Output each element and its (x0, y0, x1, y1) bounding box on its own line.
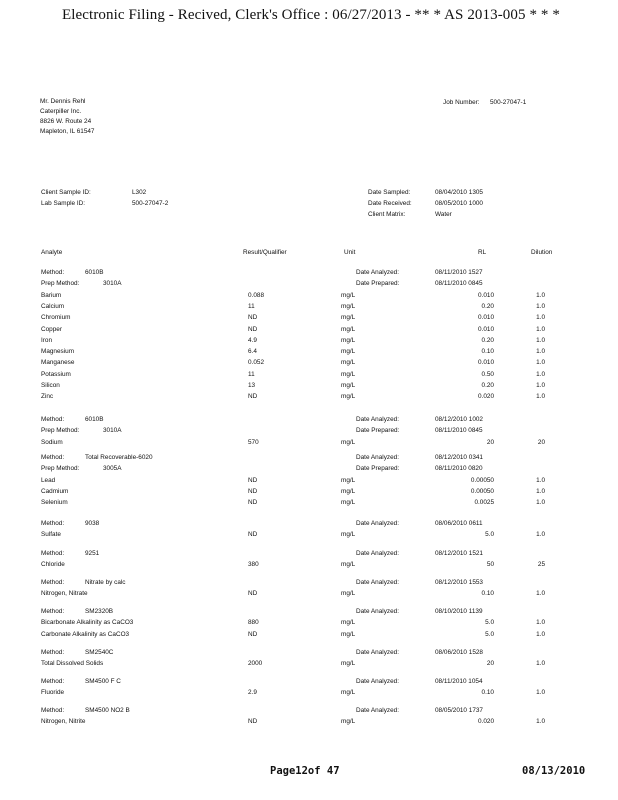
rl-value: 0.0025 (474, 499, 494, 507)
method-label: Method: (41, 707, 65, 714)
unit-value: mg/L (341, 382, 356, 389)
unit-value: mg/L (341, 660, 356, 668)
client-matrix-value: Water (435, 211, 452, 218)
unit-value: mg/L (341, 314, 356, 322)
rl-value: 0.50 (481, 370, 494, 378)
dilution-value: 1.0 (536, 393, 545, 401)
date-analyzed-label: Date Analyzed: (356, 454, 399, 461)
analyte-name: Selenium (41, 499, 68, 507)
date-received-label: Date Received: (368, 200, 412, 207)
address-line: Mapleton, IL 61547 (40, 128, 95, 135)
rl-value: 0.010 (478, 359, 494, 367)
rl-value: 5.0 (485, 531, 494, 539)
client-address (40, 97, 94, 137)
dilution-value: 1.0 (536, 314, 545, 322)
date-analyzed-value: 08/06/2010 1528 (435, 649, 483, 656)
unit-value: mg/L (341, 393, 356, 401)
date-analyzed-value: 08/06/2010 0611 (435, 520, 483, 527)
method-label: Method: (41, 608, 65, 615)
dilution-value: 1.0 (536, 689, 545, 697)
method-label: Method: (41, 520, 65, 527)
rl-value: 0.00050 (470, 487, 494, 495)
analyte-name: Total Dissolved Solids (41, 660, 104, 668)
report-date: 08/13/2010 (522, 765, 586, 777)
client-matrix-label: Client Matrix: (368, 211, 406, 218)
column-header-unit: Unit (344, 249, 356, 256)
date-prepared-value: 08/11/2010 0820 (435, 465, 483, 473)
rl-value: 0.010 (478, 314, 494, 322)
client-sample-id-label: Client Sample ID: (41, 189, 91, 196)
date-analyzed-label: Date Analyzed: (356, 520, 399, 527)
dilution-value: 1.0 (536, 370, 545, 378)
method-value: Nitrate by calc (85, 579, 126, 586)
analyte-name: Carbonate Alkalinity as CaCO3 (41, 630, 130, 638)
unit-value: mg/L (341, 325, 356, 333)
analyte-name: Copper (41, 325, 62, 333)
analyte-name: Iron (41, 336, 53, 344)
rl-value: 0.00050 (470, 476, 494, 484)
unit-value: mg/L (341, 619, 356, 627)
date-prepared-label: Date Prepared: (356, 465, 400, 473)
method-label: Method: (41, 678, 65, 685)
dilution-value: 1.0 (536, 499, 545, 507)
method-value: Total Recoverable-6020 (85, 454, 153, 461)
dilution-value: 1.0 (536, 660, 545, 668)
date-analyzed-value: 08/12/2010 1553 (435, 579, 483, 586)
date-analyzed-value: 08/12/2010 1521 (435, 550, 483, 557)
job-number-label: Job Number: (443, 99, 480, 106)
date-prepared-label: Date Prepared: (356, 427, 400, 435)
analyte-name: Magnesium (41, 348, 75, 356)
rl-value: 0.020 (478, 393, 494, 401)
result-value: 6.4 (248, 348, 257, 356)
method-value: 6010B (85, 269, 104, 276)
rl-value: 0.20 (481, 382, 494, 389)
prep-method-label: Prep Method: (41, 427, 80, 435)
dilution-value: 1.0 (536, 718, 545, 726)
unit-value: mg/L (341, 359, 356, 367)
dilution-value: 1.0 (536, 487, 545, 495)
unit-value: mg/L (341, 302, 356, 310)
date-analyzed-value: 08/12/2010 1002 (435, 416, 483, 423)
rl-value: 50 (486, 561, 494, 569)
unit-value: mg/L (341, 348, 356, 356)
result-value: 11 (248, 302, 255, 310)
dilution-value: 1.0 (536, 590, 545, 598)
date-analyzed-label: Date Analyzed: (356, 550, 399, 557)
result-value: ND (248, 487, 258, 495)
method-label: Method: (41, 416, 65, 423)
result-value: ND (248, 590, 258, 598)
analyte-name: Cadmium (41, 487, 69, 495)
date-prepared-value: 08/11/2010 0845 (435, 427, 483, 435)
unit-value: mg/L (341, 487, 356, 495)
analyte-name: Sodium (41, 438, 63, 446)
dilution-value: 1.0 (536, 359, 545, 367)
rl-value: 0.10 (481, 689, 494, 697)
prep-method-label: Prep Method: (41, 280, 80, 288)
unit-value: mg/L (341, 476, 356, 484)
result-value: ND (248, 718, 258, 726)
unit-value: mg/L (341, 630, 356, 638)
result-value: ND (248, 325, 258, 333)
method-label: Method: (41, 579, 65, 586)
date-analyzed-value: 08/11/2010 1054 (435, 678, 483, 685)
dilution-value: 1.0 (536, 336, 545, 344)
method-value: SM2540C (85, 649, 114, 656)
analyte-name: Bicarbonate Alkalinity as CaCO3 (41, 619, 134, 627)
unit-value: mg/L (341, 499, 356, 507)
method-value: 6010B (85, 416, 104, 423)
analyte-name: Silicon (41, 382, 60, 389)
unit-value: mg/L (341, 561, 356, 569)
result-value: 570 (248, 438, 259, 446)
dilution-value: 25 (537, 561, 545, 569)
analyte-name: Manganese (41, 359, 75, 367)
method-value: 9251 (85, 550, 100, 557)
method-label: Method: (41, 649, 65, 656)
date-analyzed-label: Date Analyzed: (356, 416, 399, 423)
result-value: ND (248, 499, 258, 507)
column-header-result: Result/Qualifier (243, 249, 287, 256)
date-analyzed-label: Date Analyzed: (356, 678, 399, 685)
method-label: Method: (41, 269, 65, 276)
result-value: ND (248, 476, 258, 484)
rl-value: 0.20 (481, 302, 494, 310)
method-label: Method: (41, 550, 65, 557)
analyte-name: Lead (41, 476, 56, 484)
result-value: 2.9 (248, 689, 257, 697)
dilution-value: 1.0 (536, 476, 545, 484)
result-value: 4.9 (248, 336, 257, 344)
unit-value: mg/L (341, 718, 356, 726)
date-analyzed-value: 08/10/2010 1139 (435, 608, 483, 615)
unit-value: mg/L (341, 370, 356, 378)
date-analyzed-label: Date Analyzed: (356, 608, 399, 615)
analyte-name: Fluoride (41, 689, 65, 697)
dilution-value: 1.0 (536, 302, 545, 310)
rl-value: 20 (486, 660, 494, 668)
lab-sample-id-label: Lab Sample ID: (41, 200, 86, 207)
unit-value: mg/L (341, 590, 356, 598)
date-sampled-label: Date Sampled: (368, 189, 411, 196)
lab-sample-id-value: 500-27047-2 (132, 200, 169, 207)
analyte-name: Nitrogen, Nitrite (41, 718, 86, 726)
job-number-value: 500-27047-1 (490, 99, 527, 106)
address-line: Mr. Dennis Rehl (40, 98, 86, 105)
dilution-value: 1.0 (536, 291, 545, 299)
result-value: ND (248, 630, 258, 638)
date-analyzed-value: 08/11/2010 1527 (435, 269, 483, 276)
address-line: Caterpiller Inc. (40, 108, 82, 115)
method-label: Method: (41, 454, 65, 461)
analyte-name: Potassium (41, 370, 71, 378)
analyte-name: Chromium (41, 314, 71, 322)
result-value: 0.088 (248, 291, 264, 299)
page-number: Page12of 47 (270, 765, 340, 777)
unit-value: mg/L (341, 438, 356, 446)
unit-value: mg/L (341, 531, 356, 539)
unit-value: mg/L (341, 336, 356, 344)
dilution-value: 1.0 (536, 348, 545, 356)
column-header-dilution: Dilution (531, 249, 553, 256)
dilution-value: 1.0 (536, 619, 545, 627)
dilution-value: 20 (537, 438, 545, 446)
dilution-value: 1.0 (536, 325, 545, 333)
date-prepared-label: Date Prepared: (356, 280, 400, 288)
rl-value: 20 (486, 438, 494, 446)
prep-method-value: 3005A (103, 465, 122, 473)
date-analyzed-label: Date Analyzed: (356, 579, 399, 586)
date-analyzed-value: 08/05/2010 1737 (435, 707, 483, 714)
result-value: 13 (248, 382, 256, 389)
analyte-name: Sulfate (41, 531, 61, 539)
rl-value: 0.10 (481, 590, 494, 598)
rl-value: 0.10 (481, 348, 494, 356)
rl-value: 0.20 (481, 336, 494, 344)
analyte-name: Barium (41, 291, 62, 299)
date-analyzed-label: Date Analyzed: (356, 707, 399, 714)
rl-value: 5.0 (485, 619, 494, 627)
column-header-rl: RL (478, 249, 487, 256)
result-value: 11 (248, 370, 255, 378)
result-value: 880 (248, 619, 259, 627)
date-sampled-value: 08/04/2010 1305 (435, 189, 483, 196)
rl-value: 0.020 (478, 718, 494, 726)
analyte-name: Calcium (41, 302, 65, 310)
date-analyzed-value: 08/12/2010 0341 (435, 454, 483, 461)
rl-value: 5.0 (485, 630, 494, 638)
unit-value: mg/L (341, 291, 356, 299)
address-line: 8826 W. Route 24 (40, 118, 92, 125)
page-header-title: Electronic Filing - Recived, Clerk's Office : 06/27/2013 - ** * AS 2013-005 * * * (62, 7, 560, 23)
dilution-value: 1.0 (536, 531, 545, 539)
method-value: SM2320B (85, 608, 114, 615)
analyte-name: Nitrogen, Nitrate (41, 590, 88, 598)
method-value: 9038 (85, 520, 100, 527)
result-value: 0.052 (248, 359, 264, 367)
rl-value: 0.010 (478, 325, 494, 333)
result-value: ND (248, 314, 258, 322)
analyte-name: Chloride (41, 561, 65, 569)
method-value: SM4500 F C (85, 678, 121, 685)
analyte-name: Zinc (41, 393, 54, 401)
unit-value: mg/L (341, 689, 356, 697)
dilution-value: 1.0 (536, 382, 545, 389)
date-analyzed-label: Date Analyzed: (356, 649, 399, 656)
method-value: SM4500 NO2 B (85, 707, 130, 714)
client-sample-id-value: L302 (132, 189, 147, 196)
result-value: 2000 (248, 660, 263, 668)
prep-method-label: Prep Method: (41, 465, 80, 473)
result-value: ND (248, 531, 258, 539)
result-value: 380 (248, 561, 259, 569)
dilution-value: 1.0 (536, 630, 545, 638)
rl-value: 0.010 (478, 291, 494, 299)
result-value: ND (248, 393, 258, 401)
date-received-value: 08/05/2010 1000 (435, 200, 483, 207)
prep-method-value: 3010A (103, 280, 122, 288)
date-prepared-value: 08/11/2010 0845 (435, 280, 483, 288)
column-header-analyte: Analyte (41, 249, 63, 256)
prep-method-value: 3010A (103, 427, 122, 435)
date-analyzed-label: Date Analyzed: (356, 269, 399, 276)
